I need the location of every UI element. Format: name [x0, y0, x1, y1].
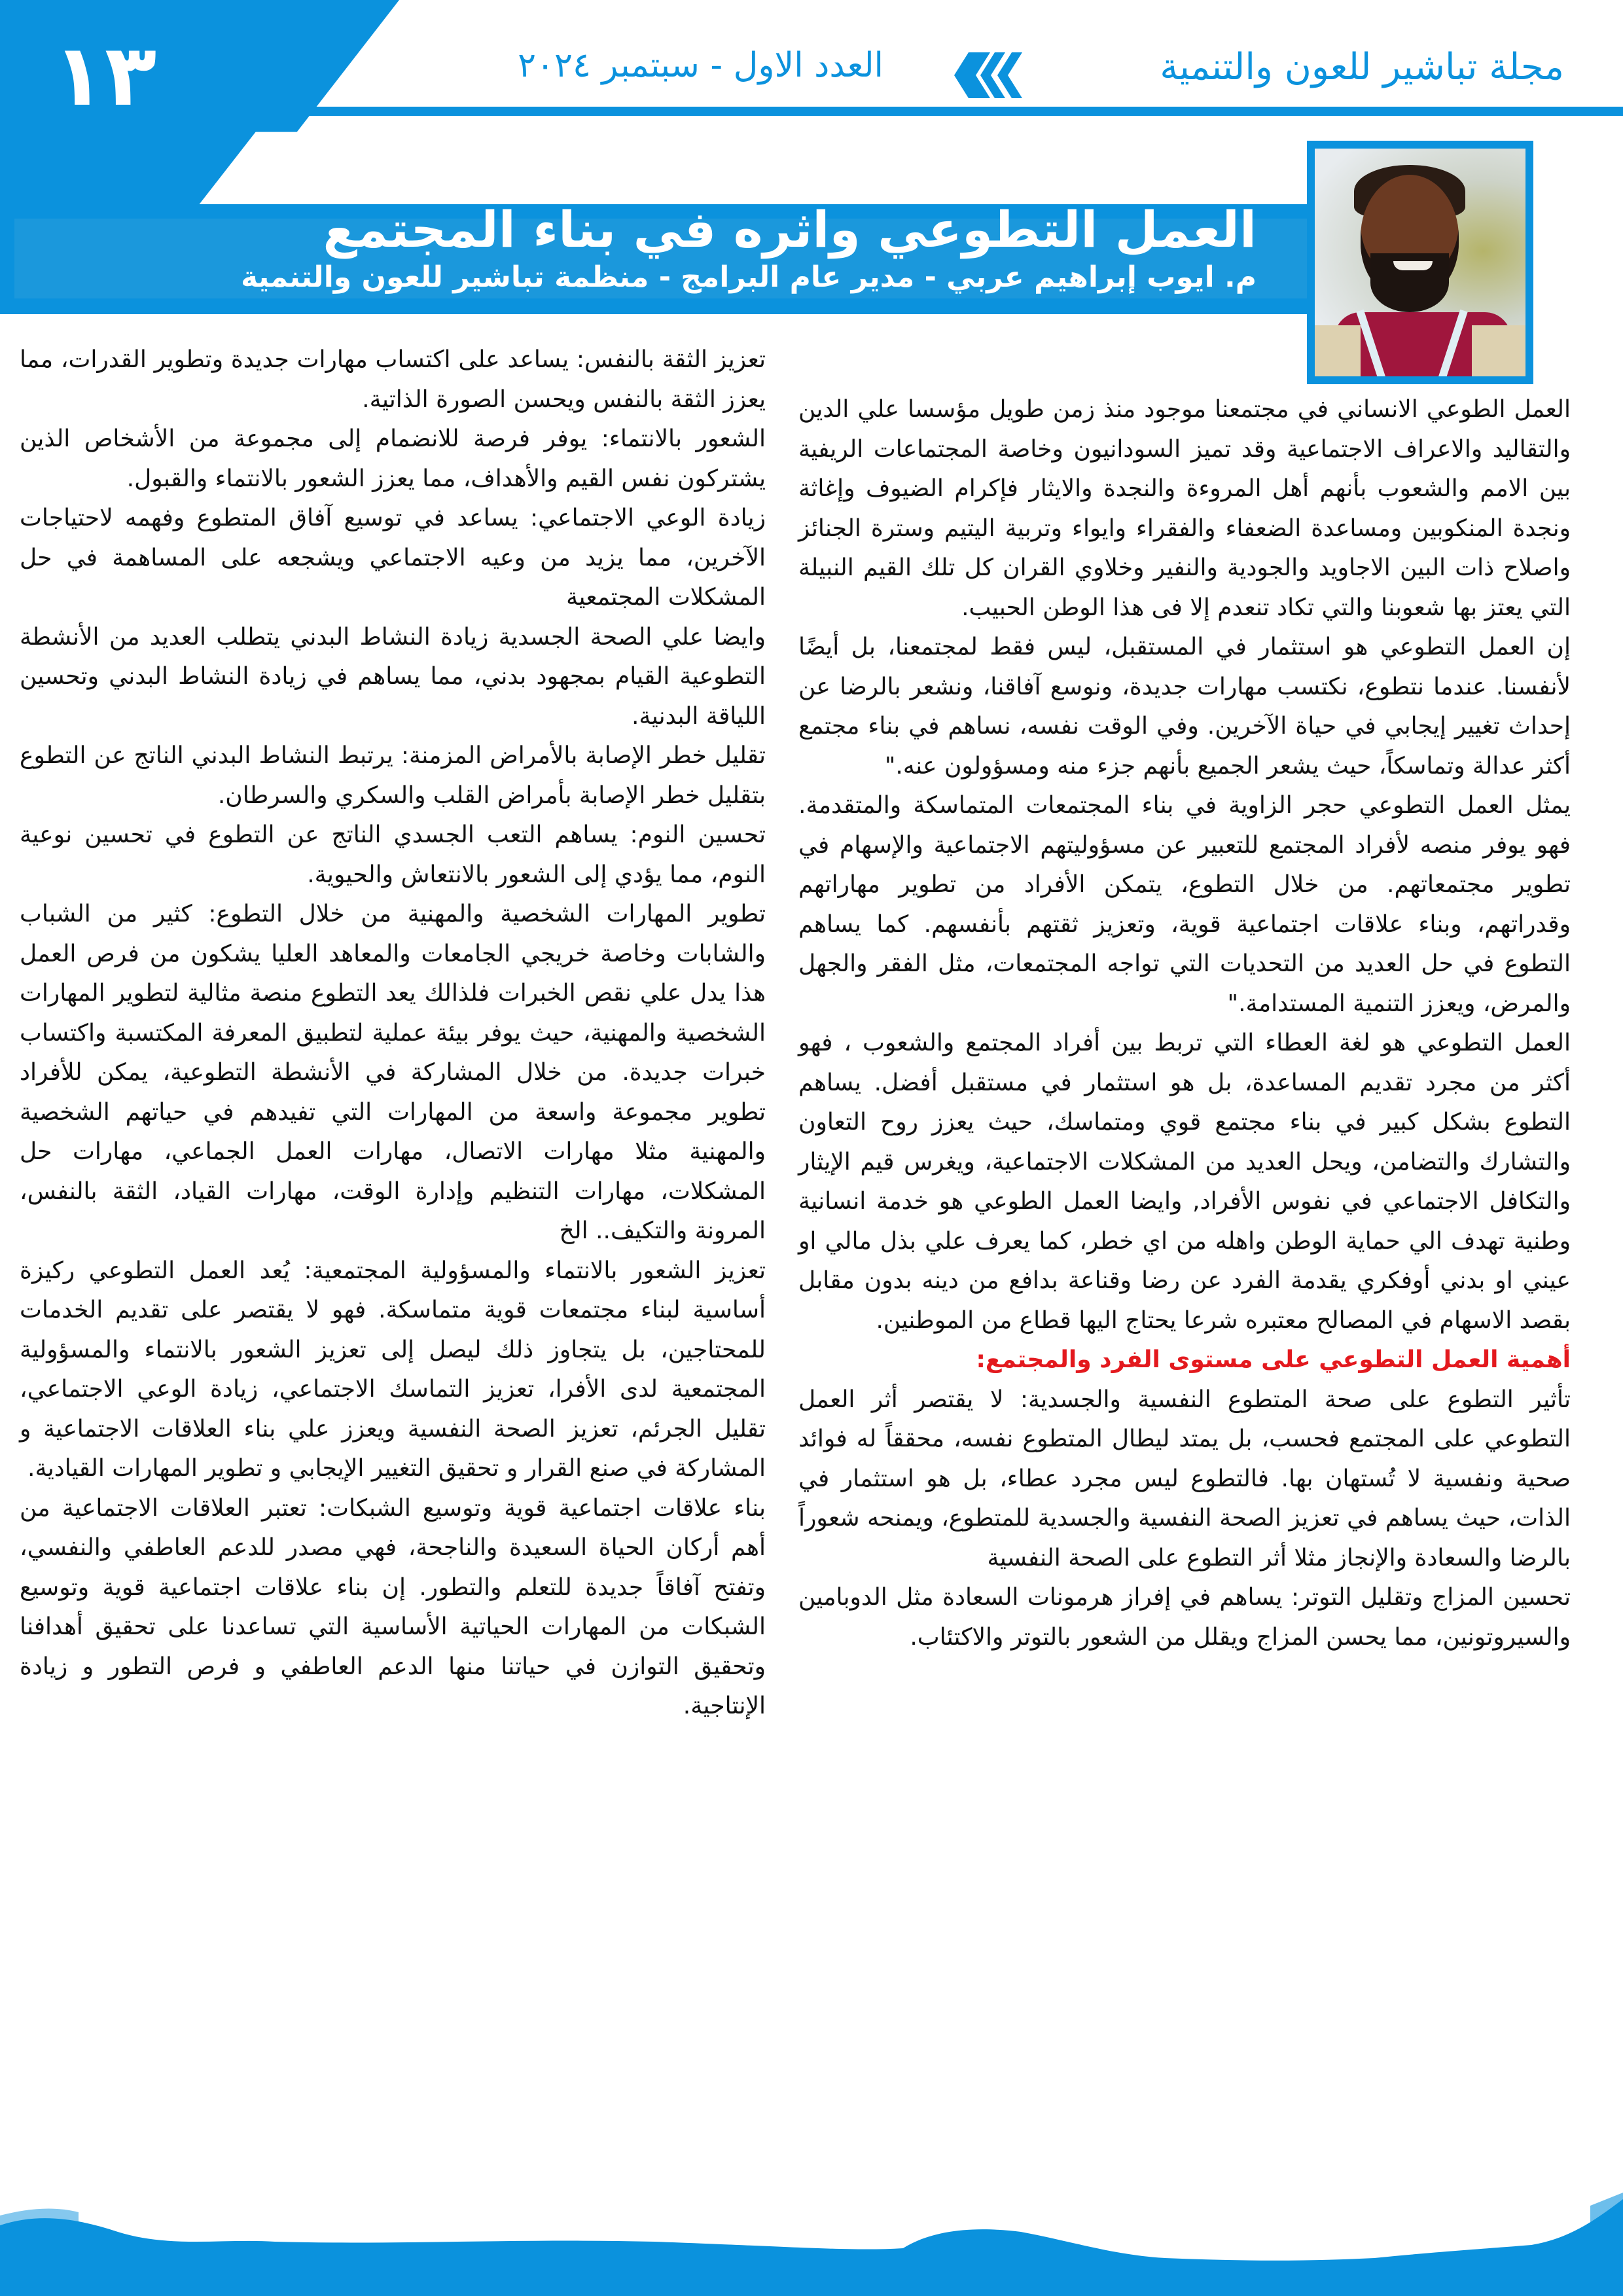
paragraph: تقليل خطر الإصابة بالأمراض المزمنة: يرتبط النشاط البدني الناتج عن التطوع بتقليل خطر الإصابة بأمراض القلب والسكري والسرطان.: [20, 742, 766, 809]
article-title: العمل التطوعي واثره في بناء المجتمع: [323, 200, 1257, 259]
paragraph: تأثير التطوع على صحة المتطوع النفسية والجسدية: لا يقتصر أثر العمل التطوعي على المجتمع فحسب، بل يمتد ليطال المتطوع نفسه، محققاً له فوائد صحية ونفسية لا تُستهان بها. فالتطوع ليس مجرد عطاء، بل هو استثمار في الذات، حيث يساهم في تعزيز الصحة النفسية والجسدية للمتطوع، ويمنحه شعوراً بالرضا والسعادة والإنجاز مثلا أثر التطوع على الصحة النفسية: [798, 1386, 1571, 1571]
paragraph: زيادة الوعي الاجتماعي: يساعد في توسيع آفاق المتطوع وفهمه لاحتياجات الآخرين، مما يزيد من وعيه الاجتماعي ويشجعه على المساهمة في حل المشكلات المجتمعية: [20, 505, 766, 611]
paragraph: تحسين النوم: يساهم التعب الجسدي الناتج عن التطوع في تحسين نوعية النوم، مما يؤدي إلى الشعور بالانتعاش والحيوية.: [20, 821, 766, 888]
paragraph: تعزيز الثقة بالنفس: يساعد على اكتساب مهارات جديدة وتطوير القدرات، مما يعزز الثقة بالنفس ويحسن الصورة الذاتية.: [20, 346, 766, 413]
footer-brush-wave: [0, 2186, 1623, 2296]
paragraph: تعزيز الشعور بالانتماء والمسؤولية المجتمعية: يُعد العمل التطوعي ركيزة أساسية لبناء مجتمعات قوية متماسكة. فهو لا يقتصر على تقديم الخدمات للمحتاجين، بل يتجاوز ذلك ليصل إلى تعزيز الشعور بالانتماء والمسؤولية المجتمعية لدى الأفرا، تعزيز التماسك الاجتماعي، زيادة الوعي الاجتماعي، تقليل الجرئم، تعزيز الصحة النفسية ويعزز علي بناء العلاقات الاجتماعية و المشاركة في صنع القرار و تحقيق التغيير الإيجابي و تطوير المهارات القيادية.: [20, 1257, 766, 1482]
paragraph: العمل الطوعي الانساني في مجتمعنا موجود منذ زمن طويل مؤسسا علي الدين والتقاليد والاعراف الاجتماعية وقد تميز السودانيون وخاصة المجتماعات الريفية بين الامم والشعوب بأنهم أهل المروءة والنجدة والايثار فإكرام الضيوف وإغاثة ونجدة المنكوبين ومساعدة الضعفاء والفقراء وايواء وتربية اليتيم وسترة الجنائز واصلاح ذات البين الاجاويد والجودية والنفير وخلاوي القران كل تلك القيم النبيلة التي يعتز بها شعوبنا والتي تكاد تنعدم إلا فى هذا الوطن الحبيب.: [798, 396, 1571, 621]
magazine-title: مجلة تباشير للعون والتنمية: [1160, 46, 1564, 88]
paragraph: العمل التطوعي هو لغة العطاء التي تربط بين أفراد المجتمع والشعوب ، فهو أكثر من مجرد تقديم المساعدة، بل هو استثمار في مستقبل أفضل. يساهم التطوع بشكل كبير في بناء مجتمع قوي ومتماسك، حيث يعزز روح التعاون والتشارك والتضامن، ويحل العديد من المشكلات الاجتماعية، ويغرس قيم الإيثار والتكافل الاجتماعي في نفوس الأفراد, وايضا العمل الطوعي هو خدمة انسانية وطنية تهدف الي حماية الوطن واهله من اي خطر، كما يعرف علي بذل مالي او عيني او بدني أوفكري يقدمة الفرد عن رضا وقناعة بدافع من دينه بدون مقابل بقصد الاسهام في المصالح معتبره شرعا يحتاج اليها قطاع من الموطنين.: [798, 1030, 1571, 1334]
left-column: [20, 340, 766, 1727]
author-photo: [1315, 149, 1525, 376]
paragraph: بناء علاقات اجتماعية قوية وتوسيع الشبكات: تعتبر العلاقات الاجتماعية من أهم أركان الحياة السعيدة والناجحة، فهي مصدر للدعم العاطفي والنفسي، وتفتح آفاقاً جديدة للتعلم والتطور. إن بناء علاقات اجتماعية قوية وتوسيع الشبكات من المهارات الحياتية الأساسية التي تساعدنا على تحقيق أهدافنا وتحقيق التوازن في حياتنا منها الدعم العاطفي و فرص التطور و زيادة الإنتاجية.: [20, 1494, 766, 1719]
article-byline: م. ايوب إبراهيم عربي - مدير عام البرامج - منظمة تباشير للعون والتنمية: [241, 260, 1257, 294]
paragraph: تطوير المهارات الشخصية والمهنية من خلال التطوع: كثير من الشباب والشابات وخاصة خريجي الجامعات والمعاهد العليا يشكون من فرص العمل هذا يدل علي نقص الخبرات فلذالك يعد التطوع منصة مثالية لتطوير المهارات الشخصية والمهنية، حيث يوفر بيئة عملية لتطبيق المعرفة المكتسبة واكتساب خبرات جديدة. من خلال المشاركة في الأنشطة التطوعية، يمكن للأفراد تطوير مجموعة واسعة من المهارات التي تفيدهم في حياتهم الشخصية والمهنية مثلا مهارات الاتصال، مهارات العمل الجماعي، مهارات حل المشكلات، مهارات التنظيم وإدارة الوقت، مهارات القياد، الثقة بالنفس، المرونة والتكيف.. الخ: [20, 901, 766, 1244]
chevrons-icon: [954, 52, 1033, 98]
paragraph: إن العمل التطوعي هو استثمار في المستقبل، ليس فقط لمجتمعنا، بل أيضًا لأنفسنا. عندما نتطوع، نكتسب مهارات جديدة، ونوسع آفاقنا، ونشعر بالرضا عن إحداث تغيير إيجابي في حياة الآخرين. وفي الوقت نفسه، نساهم في بناء مجتمع أكثر عدالة وتماسكاً، حيث يشعر الجميع بأنهم جزء منه ومسؤولون عنه.": [798, 634, 1571, 780]
paragraph: وايضا علي الصحة الجسدية زيادة النشاط البدني يتطلب العديد من الأنشطة التطوعية القيام بمجهود بدني، مما يساهم في زيادة النشاط البدني وتحسين اللياقة البدنية.: [20, 623, 766, 730]
paragraph: تحسين المزاج وتقليل التوتر: يساهم في إفراز هرمونات السعادة مثل الدوبامين والسيروتونين، مما يحسن المزاج ويقلل من الشعور بالتوتر والاكتئاب.: [798, 1584, 1571, 1651]
issue-date: العدد الاول - سبتمبر ٢٠٢٤: [518, 46, 883, 85]
paragraph: الشعور بالانتماء: يوفر فرصة للانضمام إلى مجموعة من الأشخاص الذين يشتركون نفس القيم والأهداف، مما يعزز الشعور بالانتماء والقبول.: [20, 425, 766, 492]
page-number: ١٣: [52, 26, 157, 125]
section-subheading: أهمية العمل التطوعي على مستوى الفرد والمجتمع:: [976, 1346, 1571, 1373]
right-column: [798, 390, 1571, 1657]
paragraph: يمثل العمل التطوعي حجر الزاوية في بناء المجتمعات المتماسكة والمتقدمة. فهو يوفر منصه لأفراد المجتمع للتعبير عن مسؤوليتهم الاجتماعية والإسهام في تطوير مجتمعاتهم. من خلال التطوع، يتمكن الأفراد من تطوير مهاراتهم وقدراتهم، وبناء علاقات اجتماعية قوية، وتعزيز ثقتهم بأنفسهم. كما يساهم التطوع في حل العديد من التحديات التي تواجه المجتمعات، مثل الفقر والجهل والمرض، ويعزز التنمية المستدامة.": [798, 792, 1571, 1017]
